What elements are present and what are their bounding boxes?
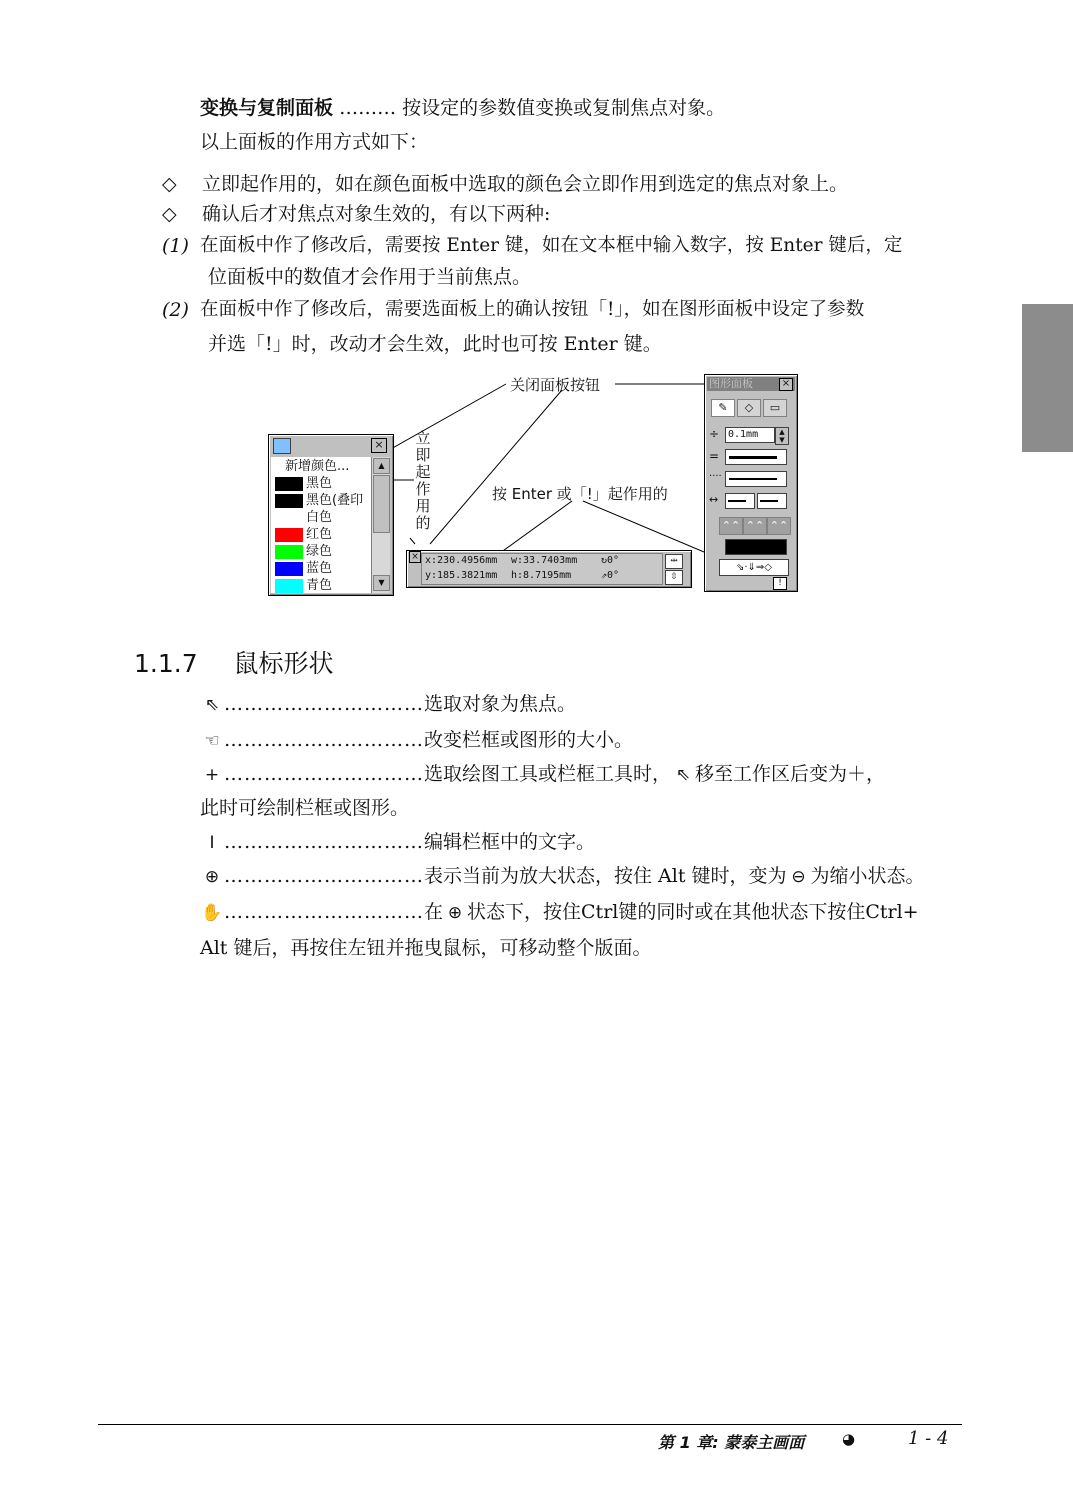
numbered-marker: (2) [162,299,189,321]
graphic-panel-close-button[interactable]: × [779,378,793,391]
arrow-end-select[interactable] [757,493,787,509]
cursor-desc: 选取对象为焦点。 [424,693,577,715]
line-color-select[interactable] [725,539,787,555]
apply-button[interactable]: ! [773,577,787,590]
callout-immediate-label: 立 即 起 作 用 的 [415,429,431,532]
intro-leader: ……… [339,97,397,119]
scroll-down-icon[interactable]: ▼ [373,575,390,591]
grab-hand-cursor-icon: ✋ [201,903,223,923]
arrow-style-icon: ↔ [709,493,719,506]
panels-figure [260,368,805,598]
cursor-row [200,830,595,855]
cursor-desc: 移至工作区后变为＋， [695,763,886,785]
color-item-label: 黑色(叠印 [306,493,364,508]
leader-dots: ………………………… [224,901,424,923]
color-list-scrollbar[interactable] [371,457,390,593]
numbered-line: 并选「!」时，改动才会生效，此时也可按 Enter 键。 [208,333,662,355]
cursor-row [200,900,919,925]
skew-field[interactable]: ⇗0° [601,570,620,581]
callout-line-close-bar [430,390,562,544]
cursor-row [200,728,633,753]
leader-dots: ………………………… [224,763,424,785]
cursor-desc: 选取绘图工具或栏框工具时， [424,763,672,785]
y-coordinate-field[interactable]: y:185.3821mm [425,570,498,581]
intro-heading: 变换与复制面板 [200,97,334,119]
cursor-desc: 为缩小状态。 [810,865,925,887]
flip-vertical-icon[interactable]: ⇳ [665,570,683,585]
hand-point-cursor-icon: ☜ [204,731,220,751]
color-swatch [275,477,303,491]
apply-mode-icon[interactable]: ⇘·⇓⇒◇ [719,559,789,576]
footer-page-number: 1 - 4 [908,1428,949,1449]
color-panel-close-button[interactable]: × [371,438,387,453]
cursor-desc: 在 [424,901,444,923]
leader-dots: ………………………… [224,693,424,715]
intro-desc: 按设定的参数值变换或复制焦点对象。 [402,97,726,119]
callout-line-immediate-tail [410,538,415,544]
bullet-text: 确认后才对焦点对象生效的，有以下两种: [202,203,551,225]
scroll-thumb[interactable] [373,475,390,533]
cursor-row-continued: 此时可绘制栏框或图形。 [200,797,410,819]
color-swatch [275,579,303,593]
numbered-marker: (1) [162,235,189,257]
section-heading [134,648,334,680]
line-style-select[interactable] [725,449,787,465]
color-swatch [275,528,303,542]
scroll-up-icon[interactable]: ▲ [373,458,390,474]
cursor-row-continued: Alt 键后，再按住左钮并拖曳鼠标，可移动整个版面。 [200,937,652,959]
arrow-cursor-icon: ⇖ [204,695,220,715]
color-item-label: 新增颜色... [285,459,350,474]
cursor-desc: 状态下，按住Ctrl键的同时或在其他状态下按住Ctrl+ [467,901,919,923]
color-swatch [275,511,303,525]
ibeam-cursor-icon: I [209,833,215,853]
color-swatch [275,494,303,508]
half-circle-icon: ◕ [842,1430,856,1448]
height-field[interactable]: h:8.7195mm [511,570,572,581]
line-width-field[interactable]: 0.1mm [725,427,775,443]
pen-tab-icon[interactable]: ✎ [711,399,735,417]
arrow-start-select[interactable] [725,493,755,509]
numbered-line: 在面板中作了修改后，需要按 Enter 键，如在文本框中输入数字，按 Enter 键后，定 [200,235,903,256]
intro-line [200,96,725,120]
callout-line-close-color [375,384,506,458]
color-list [271,457,371,593]
bullet-marker: ◇ [162,203,177,225]
graphic-panel-title: 图形面板 [709,377,753,390]
miter-join-icon[interactable]: ⌃⌃ [719,517,743,535]
bullet-marker: ◇ [162,173,177,195]
chapter-side-tab [1022,304,1073,452]
width-field[interactable]: w:33.7403mm [511,555,578,566]
cursor-desc: 表示当前为放大状态，按住 Alt 键时，变为 [424,865,787,887]
section-number: 1.1.7 [134,649,198,678]
footer-rule [98,1424,962,1425]
callout-close-label: 关闭面板按钮 [510,376,601,394]
bullet-text: 立即起作用的，如在颜色面板中选取的颜色会立即作用到选定的焦点对象上。 [202,173,849,195]
x-coordinate-field[interactable]: x:230.4956mm [425,555,498,566]
flip-horizontal-icon[interactable]: ⇹ [665,554,683,569]
callout-enter-label: 按 Enter 或「!」起作用的 [492,485,668,503]
cursor-desc: 编辑栏框中的文字。 [424,831,596,853]
color-item-label: 白色 [306,510,333,525]
footer-chapter: 第 1 章: 蒙泰主画面 [658,1433,805,1452]
zoom-in-cursor-icon: ⊕ [447,903,463,923]
round-join-icon[interactable]: ⌃⌃ [743,517,767,535]
numbered-line: 位面板中的数值才会作用于当前焦点。 [208,266,532,288]
cursor-row [200,762,885,787]
line-width-icon: ÷ [709,427,720,441]
numbered-line: 在面板中作了修改后，需要选面板上的确认按钮「!」，如在图形面板中设定了参数 [200,299,865,320]
crosshair-cursor-icon: + [204,765,220,785]
zoom-out-cursor-icon: ⊖ [791,867,806,887]
color-swatch [275,545,303,559]
shadow-tab-icon[interactable]: ▭ [763,399,787,417]
fill-tab-icon[interactable]: ◇ [737,399,761,417]
transform-bar [406,550,692,588]
color-item-label: 黑色 [306,476,333,491]
color-item-label: 红色 [306,527,333,542]
leader-dots: ………………………… [224,729,424,751]
bevel-join-icon[interactable]: ⌃⌃ [767,517,791,535]
dash-style-select[interactable] [725,471,787,487]
graphic-panel [704,374,798,592]
leader-dots: ………………………… [224,865,424,887]
cursor-row [200,692,576,717]
callout-line-enter-bar [500,501,572,553]
color-item-label: 青色 [306,578,333,593]
leader-dots: ………………………… [224,831,424,853]
zoom-in-cursor-icon: ⊕ [204,867,220,887]
rotate-field[interactable]: ↻0° [601,555,620,566]
line-width-spinner[interactable]: ▲ ▼ [775,427,789,445]
line-style-icon: = [709,449,720,463]
cursor-desc: 改变栏框或图形的大小。 [424,729,634,751]
palette-icon [273,438,291,454]
intro-line-2: 以上面板的作用方式如下： [200,131,429,153]
color-swatch [275,562,303,576]
transform-bar-close-button[interactable]: × [409,551,421,563]
color-item-label: 蓝色 [306,561,333,576]
dash-style-icon: ···· [709,471,722,482]
color-panel [268,434,394,596]
cursor-row [200,864,925,889]
arrow-cursor-icon: ⇖ [675,765,691,785]
section-title: 鼠标形状 [233,649,334,678]
color-item-label: 绿色 [306,544,333,559]
